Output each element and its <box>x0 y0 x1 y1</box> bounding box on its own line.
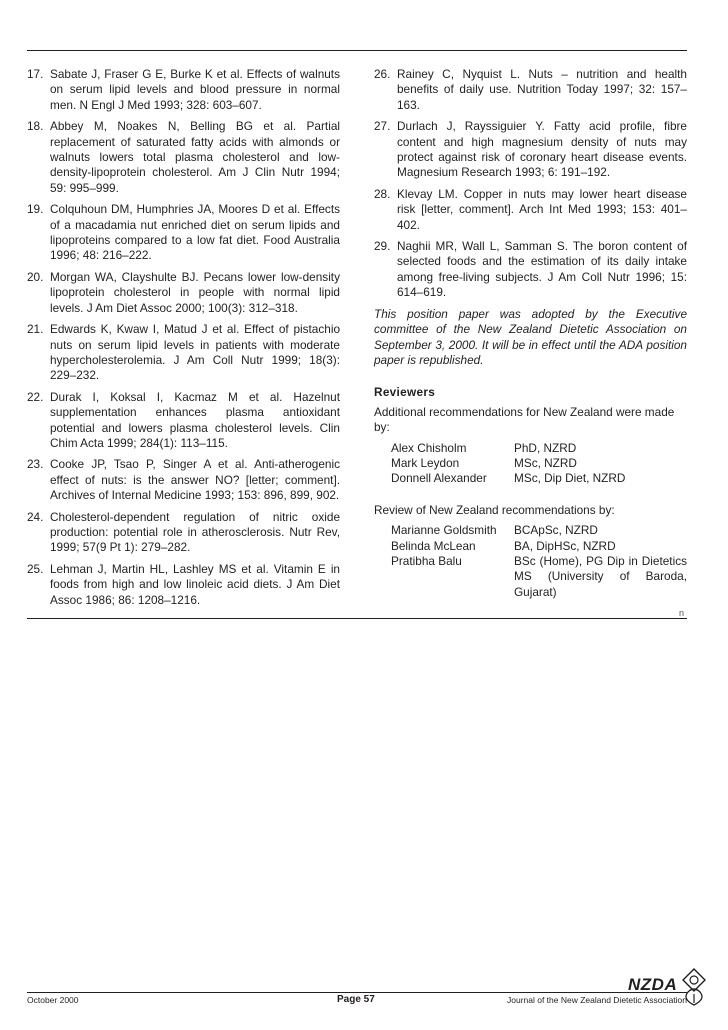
review-list <box>391 523 687 600</box>
reference-number: 29. <box>374 239 391 254</box>
reference-number: 26. <box>374 67 391 81</box>
reference-item <box>27 562 340 608</box>
footer-rule <box>27 992 687 993</box>
reviewer-row <box>391 441 687 456</box>
reference-text: Durak I, Koksal I, Kacmaz M et al. Hazelnut supplementation enhances plasma antioxidant potential and lowers plasma cholesterol levels. Clin Chim Acta 1999; 284(1): 113–115. <box>50 389 340 450</box>
reference-text: Sabate J, Fraser G E, Burke K et al. Effects of walnuts on serum lipid levels and blood pressure in normal men. N Engl J Med 1993; 328: 603–607. <box>50 67 340 112</box>
logo-wordmark: NZDA <box>628 975 678 994</box>
reviewer-credentials: BA, DipHSc, NZRD <box>514 538 616 553</box>
reference-text: Morgan WA, Clayshulte BJ. Pecans lower low-density lipoprotein cholesterol in people with normal lipid levels. J Am Diet Assoc 2000; 100(3): 312–318. <box>50 269 340 315</box>
reference-number: 24. <box>27 509 44 524</box>
reference-number: 25. <box>27 561 44 576</box>
reviewer-name: Marianne Goldsmith <box>391 523 497 538</box>
reviewers-heading: Reviewers <box>374 385 436 400</box>
reference-item <box>374 239 687 301</box>
reference-item <box>27 119 340 196</box>
footer-date: October 2000 <box>27 995 79 1005</box>
reference-item <box>27 510 340 556</box>
reviewer-credentials: MSc, NZRD <box>514 455 577 470</box>
references-right-column <box>374 67 687 610</box>
reviewer-row <box>391 471 687 486</box>
position-note: This position paper was adopted by the Executive committee of the New Zealand Dietetic Association on September 3, 2000. It will be in effect until the ADA position paper is republished. <box>374 306 687 367</box>
reference-number: 22. <box>27 389 44 404</box>
reference-number: 28. <box>374 186 391 201</box>
references-left-column <box>27 67 340 614</box>
end-mark: n <box>678 608 684 618</box>
reviewer-row <box>391 554 687 600</box>
section-end-rule <box>27 618 687 619</box>
reference-text: Edwards K, Kwaw I, Matud J et al. Effect of pistachio nuts on serum lipid levels in patients with moderate hypercholesterolemia. J Am Coll Nutr 1999; 18(3): 229–232. <box>50 322 340 383</box>
reference-text: Cooke JP, Tsao P, Singer A et al. Anti-atherogenic effect of nuts: is the answer NO? [letter; comment]. Archives of Internal Medicine 1993; 153: 896, 899, 902. <box>50 457 340 503</box>
reviewer-name: Alex Chisholm <box>391 440 467 455</box>
reference-item <box>374 67 687 113</box>
reference-number: 19. <box>27 202 44 217</box>
reference-text: Klevay LM. Copper in nuts may lower heart disease risk [letter, comment]. Arch Int Med 1993; 153: 401–402. <box>397 186 687 232</box>
reviewer-name: Belinda McLean <box>391 538 476 553</box>
reviewer-name: Donnell Alexander <box>391 471 487 486</box>
reference-text: Cholesterol-dependent regulation of nitric oxide production: potential role in atherosclerosis. Nutr Rev, 1999; 57(9 Pt 1): 279–282. <box>50 509 340 555</box>
reviewer-row <box>391 523 687 538</box>
top-rule <box>27 50 687 51</box>
reference-number: 23. <box>27 457 44 472</box>
reference-item <box>27 202 340 264</box>
reference-item <box>374 187 687 233</box>
reference-number: 27. <box>374 119 391 134</box>
reviewer-credentials: PhD, NZRD <box>514 440 577 455</box>
reference-text: Colquhoun DM, Humphries JA, Moores D et al. Effects of a macadamia nut enriched diet on serum lipids and lipoproteins compared to a low fat diet. Food Australia 1996; 48: 216–222. <box>50 202 340 263</box>
reference-number: 18. <box>27 119 44 134</box>
reviewer-row <box>391 539 687 554</box>
reviewer-name: Mark Leydon <box>391 455 460 470</box>
reference-text: Rainey C, Nyquist L. Nuts – nutrition and health benefits of daily use. Nutrition Today 1997; 32: 157–163. <box>397 67 687 112</box>
reviewer-credentials: BCApSc, NZRD <box>514 523 598 538</box>
reviewer-name: Pratibha Balu <box>391 553 462 568</box>
reference-text: Naghii MR, Wall L, Samman S. The boron content of selected foods and the estimation of its daily intake among free-living subjects. J Am Coll Nutr 1996; 15: 614–619. <box>397 239 687 300</box>
reference-item <box>27 270 340 316</box>
review-intro: Review of New Zealand recommendations by: <box>374 502 615 517</box>
reference-number: 21. <box>27 322 44 337</box>
reviewer-credentials: MSc, Dip Diet, NZRD <box>514 471 626 486</box>
reference-number: 20. <box>27 269 44 284</box>
reference-text: Abbey M, Noakes N, Belling BG et al. Partial replacement of saturated fatty acids with almonds or walnuts lowers total plasma cholesterol and low-density-lipoprotein cholesterol. Am J Clin Nutr 1994; 59: 995–999. <box>50 119 340 195</box>
reference-number: 17. <box>27 67 44 81</box>
page-number: Page 57 <box>337 994 375 1005</box>
reference-item <box>27 457 340 503</box>
reference-item <box>27 390 340 452</box>
reference-text: Lehman J, Martin HL, Lashley MS et al. Vitamin E in foods from high and low linoleic acid diets. J Am Diet Assoc 1986; 86: 1208–1216. <box>50 561 340 607</box>
reference-text: Durlach J, Rayssiguier Y. Fatty acid profile, fibre content and high magnesium density of nuts may protect against risk of coronary heart disease events. Magnesium Research 1993; 6: 191–192. <box>397 119 687 180</box>
reference-item <box>27 67 340 113</box>
reference-item <box>27 322 340 384</box>
journal-name: Journal of the New Zealand Dietetic Association <box>506 995 687 1005</box>
reviewers-intro: Additional recommendations for New Zealand were made by: <box>374 404 675 435</box>
reviewer-row <box>391 456 687 471</box>
reviewer-list <box>391 441 687 487</box>
reference-item <box>374 119 687 181</box>
reviewer-credentials: BSc (Home), PG Dip in Dietetics MS (University of Baroda, Gujarat) <box>514 553 687 599</box>
